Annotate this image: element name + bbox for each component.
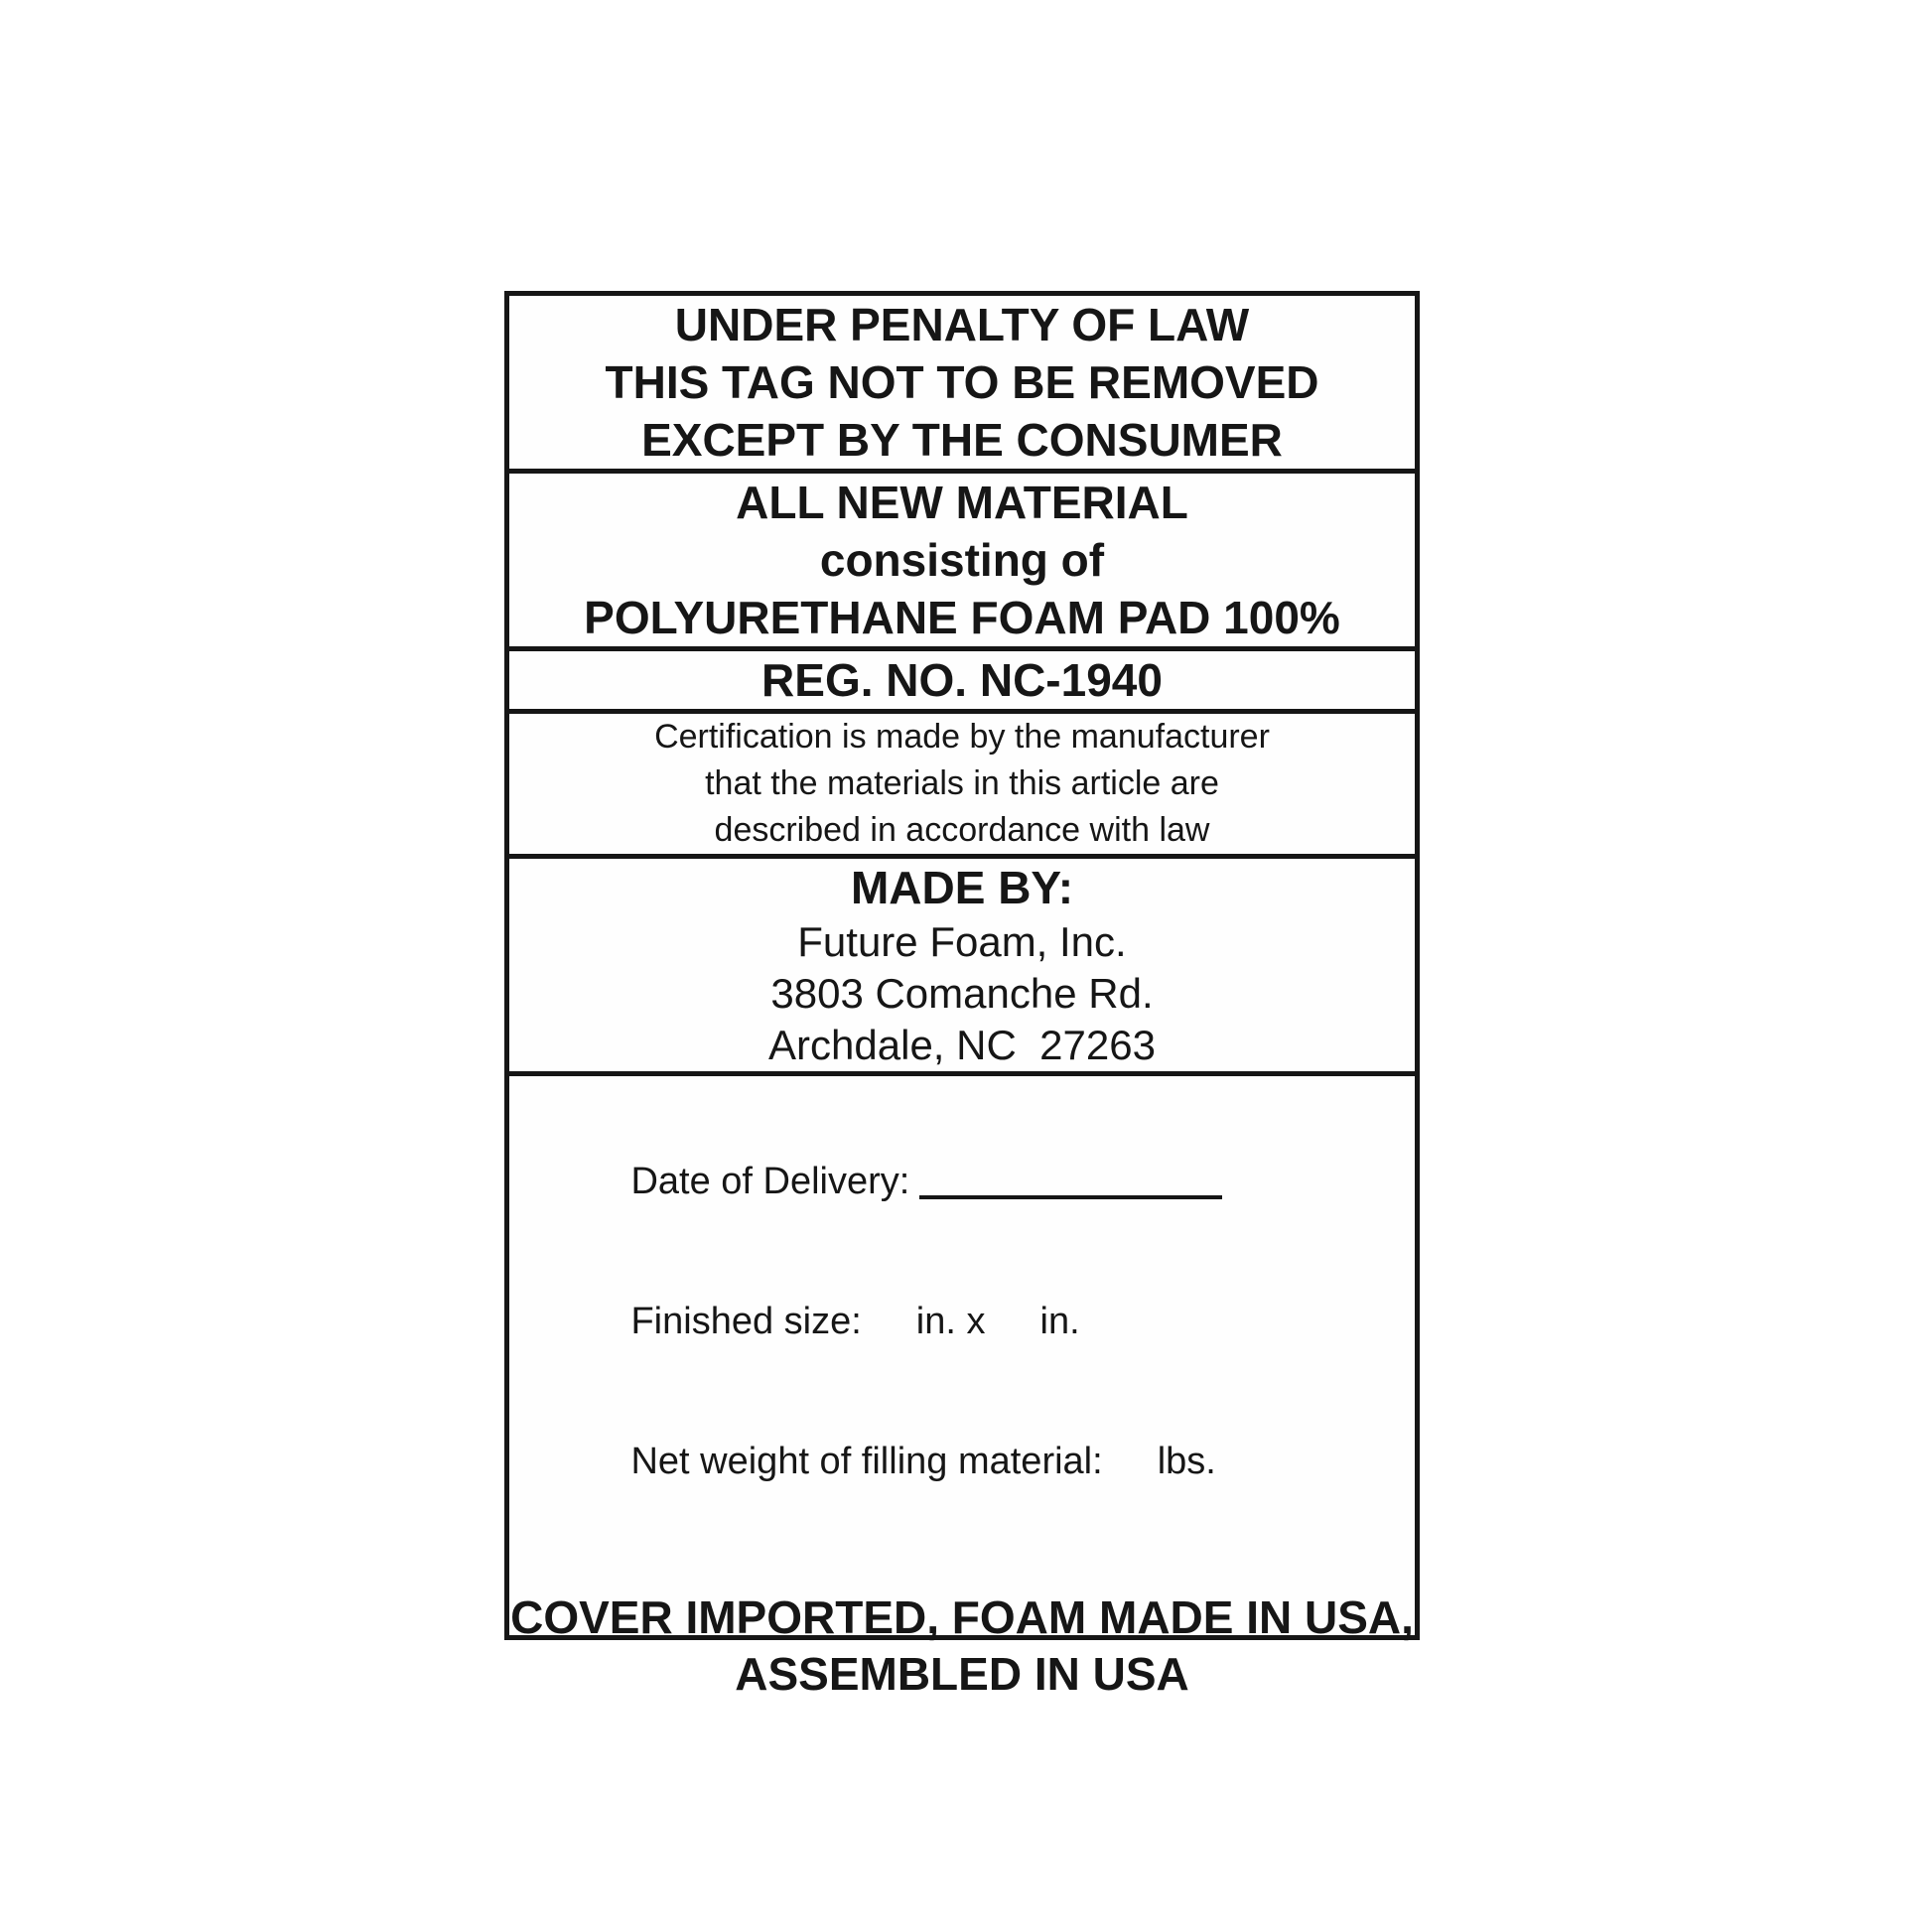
origin-line-2: ASSEMBLED IN USA (735, 1648, 1189, 1700)
net-weight-label: Net weight of filling material: (630, 1441, 1103, 1482)
certification-line-1: Certification is made by the manufacturer (654, 718, 1270, 756)
certification-line-2: that the materials in this article are (705, 764, 1219, 802)
registration-number: REG. NO. NC-1940 (761, 654, 1163, 706)
manufacturer-street: 3803 Comanche Rd. (770, 970, 1154, 1017)
details-section (509, 1076, 1415, 1703)
manufacturer-name: Future Foam, Inc. (797, 918, 1127, 965)
finished-size-label: Finished size: (630, 1301, 862, 1342)
material-line-1: ALL NEW MATERIAL (736, 477, 1188, 528)
penalty-line-1: UNDER PENALTY OF LAW (674, 299, 1250, 350)
certification-section (509, 714, 1415, 859)
made-by-heading: MADE BY: (850, 862, 1074, 913)
material-line-3: POLYURETHANE FOAM PAD 100% (584, 592, 1340, 643)
net-weight-row (509, 1392, 1415, 1532)
date-of-delivery-row (509, 1112, 1415, 1252)
origin-statement (509, 1589, 1415, 1703)
date-of-delivery-blank (919, 1195, 1222, 1199)
finished-size-unit-1: in. x (915, 1301, 986, 1342)
penalty-line-2: THIS TAG NOT TO BE REMOVED (605, 356, 1319, 408)
material-line-2: consisting of (819, 534, 1105, 586)
finished-size-row (509, 1252, 1415, 1392)
penalty-warning-section (509, 296, 1415, 474)
manufacturer-city-state-zip: Archdale, NC 27263 (768, 1022, 1156, 1068)
penalty-line-3: EXCEPT BY THE CONSUMER (641, 414, 1283, 466)
material-contents-section (509, 474, 1415, 651)
registration-number-section (509, 651, 1415, 714)
date-of-delivery-label: Date of Delivery: (630, 1161, 910, 1202)
finished-size-unit-2: in. (1039, 1301, 1080, 1342)
net-weight-unit: lbs. (1157, 1441, 1216, 1482)
certification-line-3: described in accordance with law (714, 811, 1210, 849)
origin-line-1: COVER IMPORTED, FOAM MADE IN USA, (510, 1591, 1414, 1643)
law-label-tag (504, 291, 1420, 1700)
made-by-section (509, 859, 1415, 1076)
